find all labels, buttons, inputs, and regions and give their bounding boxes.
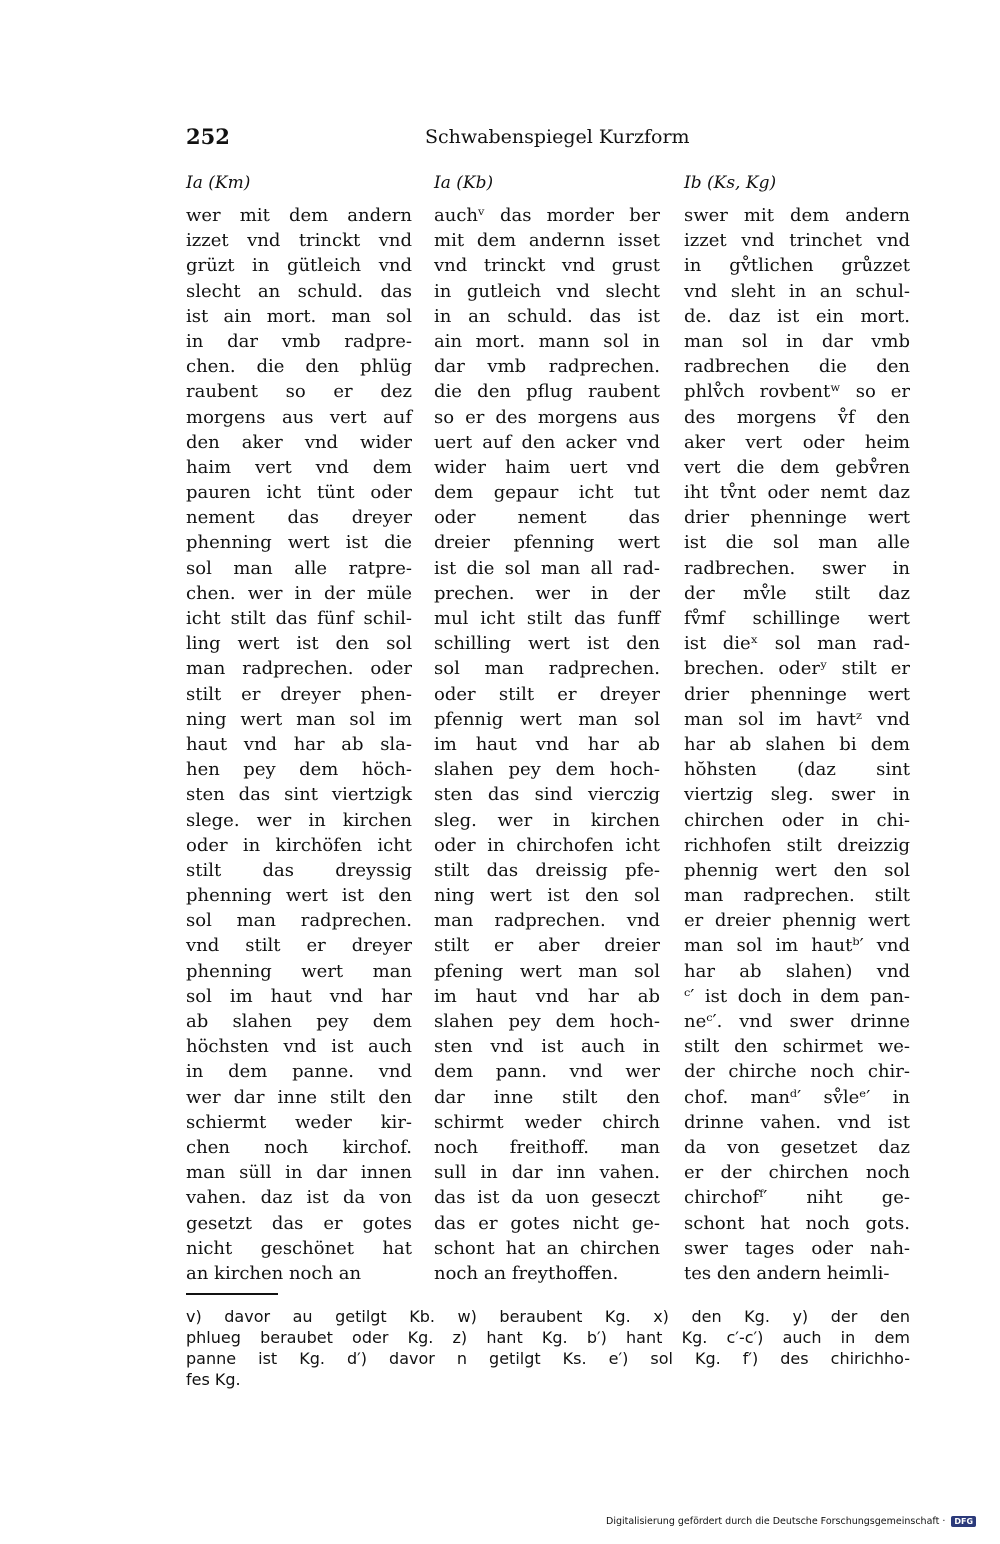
text-line: im haut vnd har ab	[434, 733, 660, 755]
column-heading-3: Ib (Ks, Kg)	[684, 173, 777, 193]
text-column-3	[684, 203, 910, 1286]
text-line: der mv̊le stilt daz	[684, 582, 910, 604]
text-line: chen. wer in der müle	[186, 582, 412, 604]
text-line: stilt das dreyssig	[186, 859, 412, 881]
text-line: oder in kirchöfen icht	[186, 834, 412, 856]
text-line: stilt den schirmet we-	[684, 1036, 910, 1058]
text-line: man radprechen. oder	[186, 658, 412, 680]
text-line: dar inne stilt den	[434, 1086, 660, 1108]
text-line: fv̊mf schillinge wert	[684, 608, 910, 629]
page-number: 252	[186, 124, 230, 149]
text-line: hŏhsten (daz sint	[684, 759, 910, 781]
text-line: sten vnd ist auch in	[434, 1036, 660, 1058]
text-line: viertzig sleg. swer in	[684, 784, 910, 806]
text-line: sleg. wer in kirchen	[434, 809, 660, 831]
text-line: chof. manᵈ′ sv̊leᵉ′ in	[684, 1086, 910, 1108]
text-line: brechen. oderʸ stilt er	[684, 658, 910, 680]
text-line: noch freithoff. man	[434, 1136, 660, 1158]
text-line: swer tages oder nah-	[684, 1237, 910, 1259]
text-line: hen pey dem höch-	[186, 759, 412, 781]
text-line: oder in chirchofen icht	[434, 834, 660, 856]
text-line: aker vert oder heim	[684, 431, 910, 453]
text-line: schont hat an chirchen	[434, 1237, 660, 1259]
text-column-1	[186, 203, 412, 1286]
text-line: slahen pey dem hoch-	[434, 759, 660, 781]
dfg-logo: DFG	[951, 1516, 976, 1527]
text-line: chirchen oder in chi-	[684, 809, 910, 831]
text-line: die den pflug raubent	[434, 381, 660, 403]
text-line: sol man radprechen.	[434, 658, 660, 680]
text-line: radbrechen die den	[684, 356, 910, 378]
digitization-credit	[606, 1516, 976, 1527]
text-line: phenning wert man	[186, 960, 412, 982]
text-line: sol man alle ratpre-	[186, 557, 412, 579]
text-line: swer mit dem andern	[684, 205, 910, 226]
text-line: da von gesetzet daz	[684, 1136, 910, 1158]
text-line: mul icht stilt das funff	[434, 608, 660, 629]
text-line: phlv̊ch rovbentʷ so er	[684, 381, 910, 403]
text-line: oder stilt er dreyer	[434, 683, 660, 705]
text-line: stilt er aber dreier	[434, 935, 660, 957]
text-line: in dar vmb radpre-	[186, 330, 412, 352]
text-line: ning wert man sol im	[186, 708, 412, 730]
text-line: izzet vnd trinchet vnd	[684, 230, 910, 252]
text-line: er der chirchen noch	[684, 1162, 910, 1184]
text-line: wider haim uert vnd	[434, 456, 660, 478]
text-line: schont hat noch gots.	[684, 1212, 910, 1234]
text-line: ist dieˣ sol man rad-	[684, 633, 910, 655]
text-line: man sol im hautᵇ′ vnd	[684, 935, 910, 957]
text-line: vnd trinckt vnd grust	[434, 255, 660, 277]
text-line: schirmt weder chirch	[434, 1111, 660, 1133]
text-line: stilt er dreyer phen-	[186, 683, 412, 705]
footnote-rule	[186, 1293, 278, 1295]
text-line: in gutleich vnd slecht	[434, 280, 660, 302]
text-line: vnd stilt er dreyer	[186, 935, 412, 957]
text-line: des morgens v̊f den	[684, 406, 910, 428]
text-line: raubent so er dez	[186, 381, 412, 403]
footnote-line: fes Kg.	[186, 1370, 241, 1389]
text-line: prechen. wer in der	[434, 582, 660, 604]
text-line: sull in dar inn vahen.	[434, 1162, 660, 1184]
text-line: pfening wert man sol	[434, 960, 660, 982]
text-line: izzet vnd trinckt vnd	[186, 230, 412, 252]
text-line: oder nement das	[434, 507, 660, 529]
text-line: dreier pfenning wert	[434, 532, 660, 554]
text-column-2	[434, 203, 660, 1286]
text-line: das ist da uon geseczt	[434, 1187, 660, 1209]
text-line: morgens aus vert auf	[186, 406, 412, 428]
text-line: schiermt weder kir-	[186, 1111, 412, 1133]
text-line: er dreier phennig wert	[684, 910, 910, 932]
text-line: icht stilt das fünf schil-	[186, 608, 412, 629]
text-line: ist die sol man alle	[684, 532, 910, 554]
text-line: so er des morgens aus	[434, 406, 660, 428]
text-line: chen. die den phlüg	[186, 356, 412, 378]
text-line: in dem panne. vnd	[186, 1061, 412, 1083]
text-line: ain mort. mann sol in	[434, 330, 660, 352]
text-line: neᶜ′. vnd swer drinne	[684, 1011, 910, 1032]
credit-text: Digitalisierung gefördert durch die Deutsche Forschungsgemeinschaft ·	[606, 1516, 946, 1527]
text-line: sol im haut vnd har	[186, 985, 412, 1007]
text-line: phennig wert den sol	[684, 859, 910, 881]
column-heading-2: Ia (Kb)	[434, 173, 494, 193]
text-line: den aker vnd wider	[186, 431, 412, 453]
text-line: chen noch kirchof.	[186, 1136, 412, 1158]
text-line: ᶜ′ ist doch in dem pan-	[684, 985, 910, 1007]
text-line: ning wert ist den sol	[434, 885, 660, 907]
text-line: gesetzt das er gotes	[186, 1212, 412, 1234]
text-line: höchsten vnd ist auch	[186, 1036, 412, 1058]
text-line: slecht an schuld. das	[186, 280, 412, 302]
text-line: grüzt in gütleich vnd	[186, 255, 412, 277]
text-line: vnd sleht in an schul-	[684, 280, 910, 302]
text-line: slege. wer in kirchen	[186, 809, 412, 831]
text-line: noch an freythoffen.	[434, 1262, 619, 1284]
text-line: iht tv̊nt oder nemt daz	[684, 482, 910, 504]
text-line: richhofen stilt dreizzig	[684, 834, 910, 856]
text-line: dem pann. vnd wer	[434, 1061, 660, 1083]
text-line: wer mit dem andern	[186, 205, 412, 226]
text-line: das er gotes nicht ge-	[434, 1212, 660, 1234]
text-line: in an schuld. das ist	[434, 305, 660, 327]
text-line: nement das dreyer	[186, 507, 412, 529]
text-line: radbrechen. swer in	[684, 557, 910, 579]
text-line: an kirchen noch an	[186, 1262, 362, 1284]
footnotes	[186, 1306, 910, 1390]
text-line: man radprechen. vnd	[434, 910, 660, 932]
text-line: haut vnd har ab sla-	[186, 733, 412, 755]
footnote-line: panne ist Kg. d′) davor n getilgt Ks. e′) sol Kg. f′) des chirichho-	[186, 1349, 910, 1368]
text-line: nicht geschönet hat	[186, 1237, 412, 1259]
text-line: har ab slahen bi dem	[684, 733, 910, 755]
footnote-line: phlueg beraubet oder Kg. z) hant Kg. b′) hant Kg. c′-c′) auch in dem	[186, 1328, 910, 1347]
running-title: Schwabenspiegel Kurzform	[425, 126, 690, 148]
text-line: man sol in dar vmb	[684, 330, 910, 352]
text-line: sten das sint viertzigk	[186, 784, 412, 806]
text-line: im haut vnd har ab	[434, 985, 660, 1007]
text-line: man süll in dar innen	[186, 1162, 412, 1184]
text-line: haim vert vnd dem	[186, 456, 412, 478]
text-line: stilt das dreissig pfe-	[434, 859, 660, 881]
text-line: chirchofᶠ′ niht ge-	[684, 1187, 910, 1209]
text-line: wer dar inne stilt den	[186, 1086, 412, 1108]
footnote-line: v) davor au getilgt Kb. w) beraubent Kg. x) den Kg. y) der den	[186, 1307, 910, 1326]
text-line: drier phenninge wert	[684, 683, 910, 705]
text-line: ab slahen pey dem	[186, 1011, 412, 1032]
text-line: drinne vahen. vnd ist	[684, 1111, 910, 1133]
text-line: in gv̊tlichen grůzzet	[684, 255, 910, 277]
text-line: pauren icht tünt oder	[186, 482, 412, 504]
text-line: ist ain mort. man sol	[186, 305, 412, 327]
column-heading-1: Ia (Km)	[186, 173, 251, 193]
text-line: man sol im havtᶻ vnd	[684, 708, 910, 730]
text-line: sol man radprechen.	[186, 910, 412, 932]
text-line: sten das sind vierczig	[434, 784, 660, 806]
text-line: auchᵛ das morder ber	[434, 205, 660, 226]
text-line: dem gepaur icht tut	[434, 482, 660, 504]
text-line: dar vmb radprechen.	[434, 356, 660, 378]
text-line: drier phenninge wert	[684, 507, 910, 529]
text-line: pfennig wert man sol	[434, 708, 660, 730]
text-line: uert auf den acker vnd	[434, 431, 660, 453]
text-line: slahen pey dem hoch-	[434, 1011, 660, 1032]
text-line: tes den andern heimli-	[684, 1262, 890, 1284]
text-line: schilling wert ist den	[434, 633, 660, 655]
text-line: man radprechen. stilt	[684, 885, 910, 907]
text-line: de. daz ist ein mort.	[684, 305, 910, 327]
text-line: vahen. daz ist da von	[186, 1187, 412, 1209]
text-line: ist die sol man all rad-	[434, 557, 660, 579]
text-line: mit dem andernn isset	[434, 230, 660, 252]
text-line: ling wert ist den sol	[186, 633, 412, 655]
text-line: har ab slahen) vnd	[684, 960, 910, 982]
text-line: phenning wert ist die	[186, 532, 412, 554]
text-line: phenning wert ist den	[186, 885, 412, 907]
text-line: vert die dem gebv̊ren	[684, 456, 910, 478]
text-line: der chirche noch chir-	[684, 1061, 910, 1083]
